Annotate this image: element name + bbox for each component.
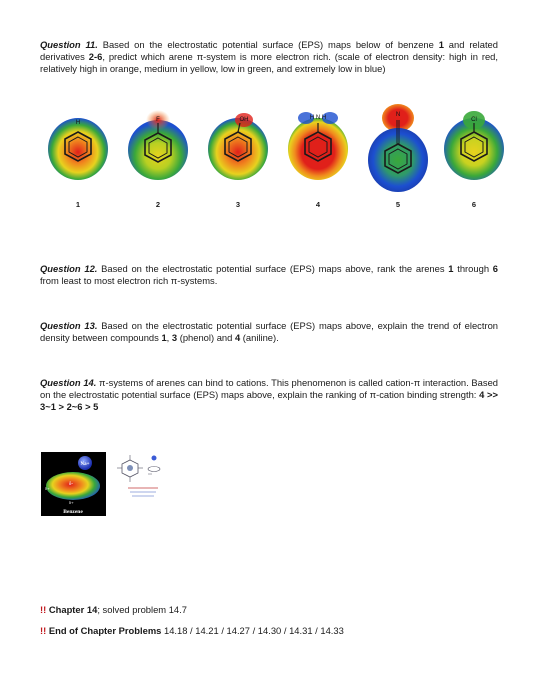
question-13-label: Question 13. xyxy=(40,320,98,331)
eps-map-3 xyxy=(206,104,270,184)
delta-minus-label: δ- xyxy=(68,482,74,487)
substituent-label: H N H xyxy=(309,115,327,121)
question-12-bold: 1 xyxy=(448,263,454,274)
chapter-label: Chapter 14 xyxy=(48,604,98,615)
question-13-text: , xyxy=(166,332,172,343)
benzene-caption: Benzene xyxy=(63,509,83,515)
compound-number: 4 xyxy=(315,200,321,209)
delta-plus-label: δ+ xyxy=(45,486,50,491)
attention-marker: !! xyxy=(40,625,47,636)
eps-map-2 xyxy=(126,104,190,184)
eps-map-3-graphic xyxy=(206,104,270,184)
substituent-label: H xyxy=(75,120,81,126)
question-11-text: Based on the electrostatic potential surface (EPS) maps below of benzene xyxy=(97,39,439,50)
end-of-chapter-problems: 14.18 / 14.21 / 14.27 / 14.30 / 14.31 / 14.33 xyxy=(161,625,344,636)
eps-map-1 xyxy=(46,104,110,184)
question-11 xyxy=(40,39,498,75)
attention-marker: !! xyxy=(40,604,47,615)
eps-map-6-graphic xyxy=(442,104,506,184)
chapter-detail: ; solved problem 14.7 xyxy=(97,604,187,615)
question-11-bold: 1 xyxy=(438,39,444,50)
cation-pi-small-graphic xyxy=(116,452,170,502)
question-11-bold: 2-6 xyxy=(88,51,103,62)
cation-pi-graphic xyxy=(41,452,106,516)
question-13-bold: 1 xyxy=(161,332,167,343)
question-12-text: from least to most electron rich π-systems. xyxy=(40,275,218,286)
eps-map-5-graphic xyxy=(366,104,430,196)
compound-number: 2 xyxy=(155,200,161,209)
compound-number: 6 xyxy=(471,200,477,209)
eps-map-strip xyxy=(46,104,504,214)
end-of-chapter-label: End of Chapter Problems xyxy=(48,625,162,636)
eps-map-4 xyxy=(286,104,350,184)
reference-end-of-chapter xyxy=(40,625,344,637)
question-12-text: Based on the electrostatic potential surface (EPS) maps above, rank the arenes xyxy=(97,263,449,274)
compound-number: 1 xyxy=(75,200,81,209)
question-13-bold: 3 xyxy=(171,332,178,343)
eps-map-2-graphic xyxy=(126,104,190,184)
eps-map-6 xyxy=(442,104,506,184)
substituent-label: N xyxy=(395,112,401,118)
compound-number: 5 xyxy=(395,200,401,209)
delta-plus-label: δ+ xyxy=(69,500,74,505)
substituent-label: OH xyxy=(239,117,249,123)
substituent-label: Cl xyxy=(471,117,477,123)
question-12 xyxy=(40,263,498,287)
question-11-label: Question 11. xyxy=(40,39,98,50)
binding-ranking: 4 >> 3~1 > 2~6 > 5 xyxy=(40,389,498,412)
question-13-bold: 4 xyxy=(234,332,241,343)
cation-pi-small-diagram xyxy=(116,452,170,502)
question-11-text: and related derivatives xyxy=(40,39,498,62)
question-12-text: through xyxy=(453,263,493,274)
question-14-text: π-systems of arenes can bind to cations. This phenomenon is called cation-π interaction. Based on the electrostatic potential surface (EPS) maps above, explain the ranking of π-cation binding strength: xyxy=(40,377,499,400)
question-11-text: , predict which arene π-system is more electron rich. (scale of electron density: high in red, relatively high in orange, medium in yellow, low in green, and extremely low in blue) xyxy=(40,51,498,74)
question-13-text: (aniline). xyxy=(240,332,279,343)
question-13-text: (phenol) and xyxy=(177,332,235,343)
substituent-label: F xyxy=(156,117,160,123)
question-14 xyxy=(40,377,498,413)
question-14-label: Question 14. xyxy=(40,377,97,388)
compound-number: 3 xyxy=(235,200,241,209)
question-12-label: Question 12. xyxy=(40,263,98,274)
cation-label: Na+ xyxy=(80,462,90,467)
eps-map-4-graphic xyxy=(286,104,350,184)
reference-chapter xyxy=(40,604,187,616)
eps-map-5 xyxy=(366,104,430,196)
eps-map-1-graphic xyxy=(46,104,110,184)
cation-pi-image xyxy=(41,452,106,516)
question-12-bold: 6 xyxy=(492,263,498,274)
question-13 xyxy=(40,320,498,344)
question-13-text: Based on the electrostatic potential surface (EPS) maps above, explain the trend of electron density between compounds xyxy=(40,320,499,343)
